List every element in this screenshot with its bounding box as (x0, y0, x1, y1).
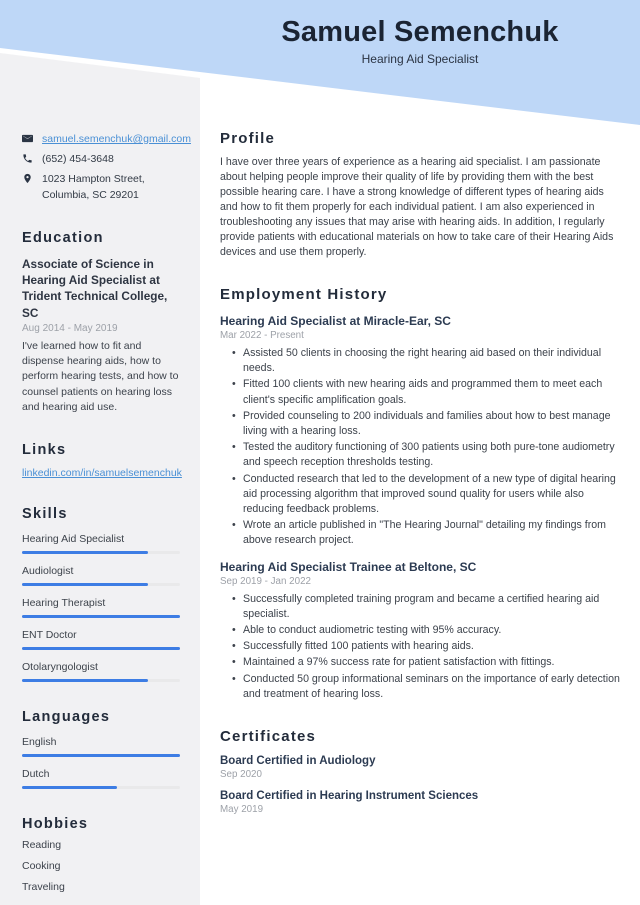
candidate-name: Samuel Semenchuk (281, 16, 559, 48)
languages-section (22, 709, 180, 789)
job-bullet: • Successfully completed training program and became a certified hearing aid specialist. (220, 592, 622, 622)
map-pin-icon (22, 173, 34, 185)
main-column (220, 130, 622, 815)
skill-bar-track (22, 679, 180, 682)
job-bullet-list (220, 592, 622, 702)
employment-heading: Employment History (220, 286, 388, 303)
hobbies-section (22, 816, 180, 896)
skill-bar-track (22, 647, 180, 650)
skill-bar-fill (22, 583, 148, 586)
contact-email-row (22, 132, 191, 147)
language-label: Dutch (22, 768, 50, 781)
language-bar-fill (22, 786, 117, 789)
certificate-date: Sep 2020 (220, 769, 262, 781)
candidate-job-title: Hearing Aid Specialist (361, 52, 479, 67)
education-section (22, 230, 180, 415)
language-item (22, 768, 180, 789)
language-bar-fill (22, 754, 180, 757)
employment-section (220, 286, 622, 702)
job-bullet: • Fitted 100 clients with new hearing aids and programmed them to meet each client's specific amplification goals. (220, 377, 622, 407)
job-bullet: • Wrote an article published in "The Hearing Journal" detailing my findings from above research project. (220, 518, 622, 548)
resume-header (200, 16, 640, 66)
language-label: English (22, 736, 57, 749)
language-item (22, 736, 180, 757)
profile-heading: Profile (220, 130, 276, 147)
sidebar (22, 132, 191, 896)
email-link[interactable]: samuel.semenchuk@gmail.com (42, 133, 191, 145)
job-bullet: • Tested the auditory functioning of 300 patients using both pure-tone audiometry and speech reception thresholds testing. (220, 440, 622, 470)
envelope-icon (22, 133, 34, 145)
job-title: Hearing Aid Specialist at Miracle-Ear, SC (220, 314, 451, 328)
job-title: Hearing Aid Specialist Trainee at Beltone, SC (220, 559, 477, 574)
job-dates: Sep 2019 - Jan 2022 (220, 575, 311, 587)
certificates-section (220, 728, 622, 815)
address-line-1: 1023 Hampton Street, (42, 173, 145, 186)
skill-item (22, 661, 180, 682)
skill-bar-fill (22, 551, 148, 554)
hobby-item: Cooking (22, 860, 61, 873)
linkedin-link[interactable]: linkedin.com/in/samuelsemenchuk (22, 467, 182, 480)
skill-label: ENT Doctor (22, 629, 77, 642)
skill-item (22, 533, 180, 554)
skill-bar-fill (22, 647, 180, 650)
skill-label: Audiologist (22, 565, 74, 578)
language-bar-track (22, 754, 180, 757)
certificate-date: May 2019 (220, 804, 264, 816)
education-degree: Associate of Science in Hearing Aid Specialist at Trident Technical College, SC (22, 256, 168, 320)
skill-item (22, 565, 180, 586)
certificates-heading: Certificates (220, 728, 317, 746)
job-entry (220, 560, 622, 702)
hobbies-heading: Hobbies (22, 816, 89, 833)
job-dates: Mar 2022 - Present (220, 330, 304, 341)
skill-bar-track (22, 551, 180, 554)
phone-number: (652) 454-3648 (42, 153, 114, 166)
links-section (22, 442, 180, 479)
hobbies-list (22, 838, 180, 896)
contact-block (22, 132, 191, 203)
skill-item (22, 597, 180, 618)
job-entry (220, 314, 622, 549)
certificate-entry (220, 755, 622, 780)
hobby-item: Traveling (22, 881, 65, 894)
language-bar-track (22, 786, 180, 789)
job-bullet: • Conducted research that led to the development of a new type of digital hearing aid processing algorithm that improved sound quality for users while also reducing feedback problems. (220, 472, 622, 518)
certificate-entry (220, 790, 622, 815)
contact-phone-row (22, 152, 180, 167)
skill-item (22, 629, 180, 650)
links-list (22, 467, 180, 479)
education-heading: Education (22, 229, 104, 246)
phone-icon (22, 153, 34, 165)
skill-bar-track (22, 583, 180, 586)
profile-section (220, 130, 622, 260)
skill-bar-fill (22, 679, 148, 682)
skill-bar-track (22, 615, 180, 618)
job-bullet-list (220, 346, 622, 549)
contact-address-row (22, 172, 180, 202)
skill-label: Otolaryngologist (22, 661, 98, 674)
education-description: I've learned how to fit and dispense hearing aids, how to perform hearing tests, and how to counsel patients on hearing loss and hearing aid use. (22, 339, 179, 413)
job-bullet: • Able to conduct audiometric testing with 95% accuracy. (220, 623, 622, 638)
profile-text: I have over three years of experience as a hearing aid specialist. I am passionate about helping people improve their quality of life by providing them with the best possible hearing care. I have a strong knowledge of different types of hearing aids and how to fit them properly for each individual patient. I am also experienced in troubleshooting any issues that may arise with hearing aids. In addition, I regularly provide patients with educational materials on how to take care of their Hearing Aids devices and use them properly. (220, 156, 614, 258)
skill-bar-fill (22, 615, 180, 618)
skills-section (22, 506, 180, 682)
certificate-title: Board Certified in Audiology (220, 755, 376, 768)
job-bullet: • Assisted 50 clients in choosing the right hearing aid based on their individual needs. (220, 346, 622, 376)
hobby-item: Reading (22, 839, 62, 852)
job-bullet: • Conducted 50 group informational seminars on the importance of early detection and treatment of hearing loss. (220, 672, 622, 702)
job-bullet: • Maintained a 97% success rate for patient satisfaction with fittings. (220, 655, 622, 670)
skill-label: Hearing Therapist (22, 597, 106, 610)
address-line-2: Columbia, SC 29201 (42, 188, 139, 201)
certificate-title: Board Certified in Hearing Instrument Sciences (220, 790, 479, 803)
address-text (42, 172, 145, 202)
skill-label: Hearing Aid Specialist (22, 533, 125, 546)
education-dates: Aug 2014 - May 2019 (22, 322, 118, 334)
job-bullet: • Provided counseling to 200 individuals and families about how to best manage living with a hearing loss. (220, 409, 622, 439)
skills-heading: Skills (22, 506, 68, 523)
job-bullet: • Successfully fitted 100 patients with hearing aids. (220, 639, 622, 654)
languages-heading: Languages (22, 709, 111, 726)
links-heading: Links (22, 442, 67, 459)
